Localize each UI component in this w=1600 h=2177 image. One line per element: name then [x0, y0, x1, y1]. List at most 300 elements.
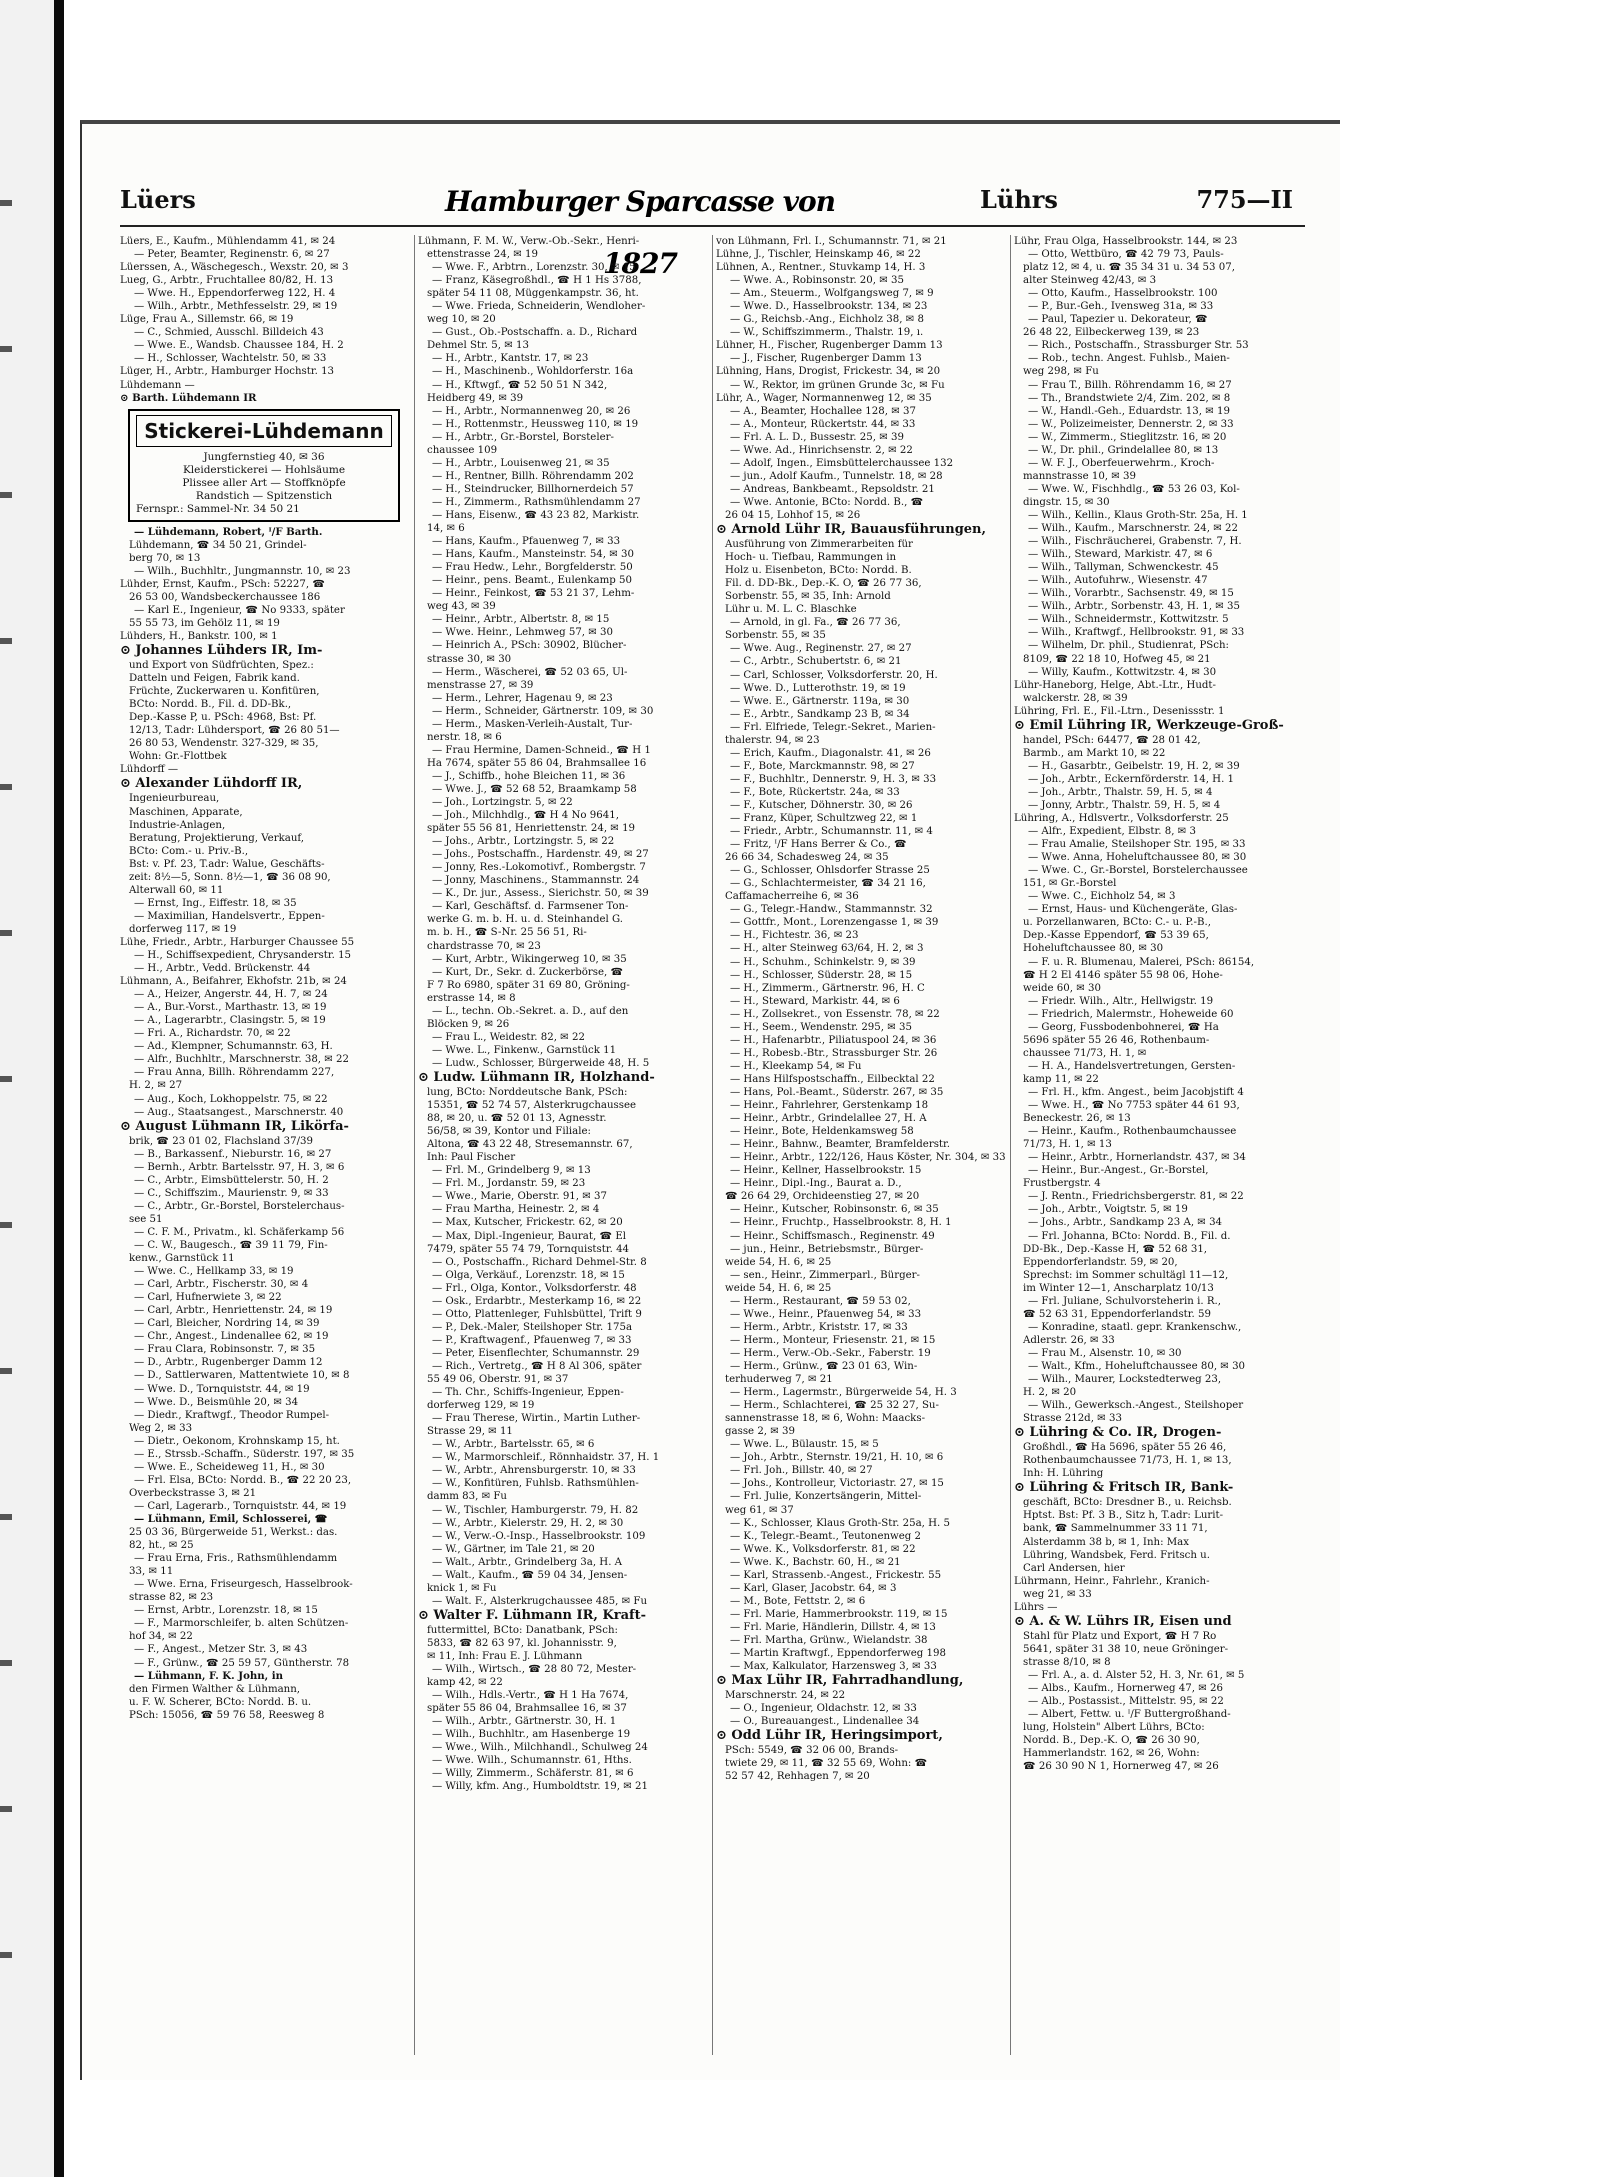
directory-entry: — O., Ingenieur, Oldachstr. 12, ✉ 33 — [730, 1703, 917, 1715]
column-divider — [1010, 235, 1011, 2055]
directory-entry: — Wwe. E., Wandsb. Chaussee 184, H. 2 — [134, 340, 344, 352]
directory-entry: Fil. d. DD-Bk., Dep.-K. O, ☎ 26 77 36, — [725, 578, 922, 590]
directory-entry: 12/13, T.adr: Lühdersport, ☎ 26 80 51— — [129, 725, 340, 737]
directory-entry: — Wilh., Vorarbtr., Sachsenstr. 49, ✉ 15 — [1028, 588, 1234, 600]
directory-entry: — Wwe. D., Beismühle 20, ✉ 34 — [134, 1396, 299, 1408]
directory-entry: Datteln und Feigen, Fabrik kand. — [129, 673, 300, 685]
directory-entry: ✉ 11, Inh: Frau E. J. Lühmann — [427, 1650, 583, 1662]
directory-entry: — Kurt, Dr., Sekr. d. Zuckerbörse, ☎ — [432, 966, 624, 978]
directory-entry: — Am., Steuerm., Wolfgangsweg 7, ✉ 9 — [730, 288, 934, 300]
directory-entry: — C. F. M., Privatm., kl. Schäferkamp 56 — [134, 1226, 345, 1238]
directory-entry: — Heinr., Arbtr., Hornerlandstr. 437, ✉ 34 — [1028, 1152, 1246, 1164]
directory-entry: — Wwe. F., Arbtrn., Lorenzstr. 30, ✉ 15 — [432, 262, 636, 274]
directory-entry: — Carl, Schlosser, Volksdorferstr. 20, H. — [730, 669, 938, 681]
directory-entry: — Alfr., Expedient, Elbstr. 8, ✉ 3 — [1028, 826, 1196, 838]
directory-entry: — Wwe. H., Eppendorferweg 122, H. 4 — [134, 288, 336, 300]
directory-entry: Lühring, A., Hdlsvertr., Volksdorferstr. 25 — [1014, 813, 1229, 825]
directory-entry: Lühdorff — — [120, 764, 179, 776]
directory-entry: — C., Schmied, Ausschl. Billdeich 43 — [134, 327, 324, 339]
directory-entry: — Wilh., Fischräucherei, Grabenstr. 7, H. — [1028, 536, 1242, 548]
directory-entry: ettenstrasse 24, ✉ 19 — [427, 249, 538, 261]
directory-entry: ⊙ A. & W. Lührs IR, Eisen und — [1014, 1613, 1232, 1629]
directory-entry: — H. A., Handelsvertretungen, Gersten- — [1028, 1060, 1236, 1072]
directory-entry: — W., Zimmerm., Stieglitzstr. 16, ✉ 20 — [1028, 431, 1227, 443]
directory-entry: — Walt., Kaufm., ☎ 59 04 34, Jensen- — [432, 1569, 628, 1581]
directory-entry: — Wwe. W., Fischhdlg., ☎ 53 26 03, Kol- — [1028, 483, 1240, 495]
directory-entry: — Wwe. A., Robinsonstr. 20, ✉ 35 — [730, 275, 904, 287]
directory-entry: — H., Arbtr., Gr.-Borstel, Borsteler- — [432, 431, 614, 443]
directory-entry: Alterwall 60, ✉ 11 — [129, 884, 224, 896]
directory-entry: F 7 Ro 6980, später 31 69 80, Gröning- — [427, 979, 630, 991]
directory-entry: — Heinr., Kaufm., Rothenbaumchaussee — [1028, 1126, 1237, 1138]
directory-entry: kamp 42, ✉ 22 — [427, 1677, 503, 1689]
directory-entry: — Hans Hilfspostschaffn., Eilbecktal 22 — [730, 1073, 935, 1085]
directory-entry: — H., Hafenarbtr., Piliatuspool 24, ✉ 36 — [730, 1034, 937, 1046]
directory-entry: — Wwe., Heinr., Pfauenweg 54, ✉ 33 — [730, 1308, 922, 1320]
directory-entry: — K., Dr. jur., Assess., Sierichstr. 50, ✉ 39 — [432, 888, 649, 900]
directory-entry: 5696 später 55 26 46, Rothenbaum- — [1023, 1034, 1210, 1046]
directory-entry: — Wwe. Antonie, BCto: Nordd. B., ☎ — [730, 496, 924, 508]
directory-entry: — W., Handl.-Geh., Eduardstr. 13, ✉ 19 — [1028, 405, 1230, 417]
directory-entry: ⊙ Arnold Lühr IR, Bauausführungen, — [716, 522, 987, 538]
directory-entry: — G., Telegr.-Handw., Stammannstr. 32 — [730, 904, 933, 916]
directory-entry: — O., Postschaffn., Richard Dehmel-Str. 8 — [432, 1256, 647, 1268]
directory-entry: — C. W., Baugesch., ☎ 39 11 79, Fin- — [134, 1240, 328, 1251]
directory-entry: — Joh., Arbtr., Eckernförderstr. 14, H. 1 — [1028, 773, 1235, 785]
directory-entry: — Wilh., Arbtr., Sorbenstr. 43, H. 1, ✉ 35 — [1028, 601, 1240, 613]
directory-entry: — Maximilian, Handelsvertr., Eppen- — [134, 910, 325, 922]
directory-entry: — Heinr., Arbtr., Albertstr. 8, ✉ 15 — [432, 614, 610, 626]
directory-entry: ⊙ Johannes Lühders IR, Im- — [120, 643, 323, 659]
directory-entry: — W., Polizeimeister, Dennerstr. 2, ✉ 33 — [1028, 418, 1234, 430]
directory-entry: — Wilh., Steward, Markistr. 47, ✉ 6 — [1028, 549, 1213, 561]
directory-entry: berg 70, ✉ 13 — [129, 552, 201, 564]
directory-entry: — H., Schlosser, Süderstr. 28, ✉ 15 — [730, 969, 913, 981]
directory-entry: — Jonny, Maschinens., Stammannstr. 24 — [432, 875, 640, 887]
directory-entry: platz 12, ✉ 4, u. ☎ 35 34 31 u. 34 53 07, — [1023, 262, 1235, 274]
directory-entry: — Lühmann, F. K. John, in — [134, 1669, 284, 1682]
directory-entry: Strasse 29, ✉ 11 — [427, 1426, 513, 1438]
directory-entry: Lühmann, A., Beifahrer, Ekhofstr. 21b, ✉ 24 — [120, 976, 347, 988]
directory-entry: — C., Arbtr., Gr.-Borstel, Borstelerchaus- — [134, 1200, 345, 1212]
directory-entry: alter Steinweg 42/43, ✉ 3 — [1023, 275, 1157, 287]
directory-entry: — Joh., Arbtr., Sternstr. 19/21, H. 10, ✉ 6 — [730, 1452, 944, 1464]
directory-entry: — Heinr., Arbtr., 122/126, Haus Köster, Nr. 304, ✉ 33 — [730, 1152, 1006, 1164]
directory-entry: — Georg, Fussbodenbohnerei, ☎ Ha — [1028, 1021, 1219, 1033]
directory-entry: — Max, Dipl.-Ingenieur, Baurat, ☎ El — [432, 1230, 627, 1242]
directory-entry: — Heinr., Bahnw., Beamter, Bramfelderstr. — [730, 1139, 951, 1151]
directory-entry: Lühders, H., Bankstr. 100, ✉ 1 — [120, 630, 278, 642]
directory-entry: 56/58, ✉ 39, Kontor und Filiale: — [427, 1126, 591, 1138]
directory-entry: Lühner, H., Fischer, Rugenberger Damm 13 — [716, 340, 943, 352]
advertisement-box — [128, 409, 400, 522]
directory-entry: — Wilh., Buchhltr., am Hasenberge 19 — [432, 1729, 631, 1741]
directory-entry: 14, ✉ 6 — [427, 523, 465, 535]
directory-entry: Früchte, Zuckerwaren u. Konfitüren, — [129, 686, 320, 698]
directory-entry: — G., Reichsb.-Ang., Eichholz 38, ✉ 8 — [730, 314, 924, 326]
directory-entry: — Frl. Marie, Hammerbrookstr. 119, ✉ 15 — [730, 1608, 948, 1620]
directory-entry: ⊙ Walter F. Lühmann IR, Kraft- — [418, 1607, 647, 1623]
directory-entry: — Heinr., Fahrlehrer, Gerstenkamp 18 — [730, 1100, 929, 1112]
directory-entry: — W., Dr. phil., Grindelallee 80, ✉ 13 — [1028, 444, 1219, 456]
directory-entry: — Wwe. C., Hellkamp 33, ✉ 19 — [134, 1266, 294, 1278]
directory-entry: — Ernst, Arbtr., Lorenzstr. 18, ✉ 15 — [134, 1605, 318, 1617]
directory-entry: Rothenbaumchaussee 71/73, H. 1, ✉ 13, — [1023, 1455, 1232, 1467]
directory-entry: — Herm., Lagermstr., Bürgerweide 54, H. 3 — [730, 1387, 957, 1399]
directory-entry: — Joh., Lortzingstr. 5, ✉ 22 — [432, 797, 573, 809]
directory-entry: werke G. m. b. H. u. d. Steinhandel G. — [427, 914, 624, 926]
directory-entry: — Fri. A., Richardstr. 70, ✉ 22 — [134, 1028, 291, 1040]
column-4-entries — [1014, 235, 1304, 1773]
directory-entry: Lüger, H., Arbtr., Hamburger Hochstr. 13 — [120, 366, 335, 378]
directory-entry: Alsterdamm 38 b, ✉ 1, Inh: Max — [1023, 1536, 1189, 1548]
directory-entry: Stahl für Platz und Export, ☎ H 7 Ro — [1023, 1630, 1217, 1642]
directory-entry: ⊙ Barth. Lühdemann IR — [120, 391, 257, 404]
directory-entry: — Wilh., Tallyman, Schwenckestr. 45 — [1028, 562, 1219, 574]
directory-entry: — Aug., Staatsangest., Marschnerstr. 40 — [134, 1106, 344, 1118]
directory-entry: 5833, ☎ 82 63 97, kl. Johannisstr. 9, — [427, 1637, 617, 1649]
directory-entry: Lueg, G., Arbtr., Fruchtallee 80/82, H. 13 — [120, 275, 334, 287]
directory-entry: Lühring, Wandsbek, Ferd. Fritsch u. — [1023, 1549, 1210, 1561]
directory-entry: Hptst. Bst: Pf. 3 B., Sitz h, T.adr: Lurit- — [1023, 1510, 1224, 1522]
directory-entry: — Herm., Restaurant, ☎ 59 53 02, — [730, 1295, 911, 1307]
directory-entry: weide 54, H. 6, ✉ 25 — [725, 1282, 832, 1294]
ad-phone: Fernspr.: Sammel-Nr. 34 50 21 — [136, 502, 300, 515]
directory-entry: — Wwe. L., Finkenw., Garnstück 11 — [432, 1044, 617, 1056]
directory-entry: Lühdemann, ☎ 34 50 21, Grindel- — [129, 539, 307, 551]
directory-entry: Caffamacherreihe 6, ✉ 36 — [725, 891, 859, 903]
column-divider — [414, 235, 415, 2055]
directory-entry: — P., Bur.-Geh., Ivensweg 31a, ✉ 33 — [1028, 301, 1214, 313]
directory-entry: — Friedr. Wilh., Altr., Hellwigstr. 19 — [1028, 995, 1214, 1007]
directory-entry: twiete 29, ✉ 11, ☎ 32 55 69, Wohn: ☎ — [725, 1758, 928, 1770]
directory-entry: — Hans, Pol.-Beamt., Süderstr. 267, ✉ 35 — [730, 1087, 944, 1098]
directory-entry: — Wwe. C., Eichholz 54, ✉ 3 — [1028, 891, 1176, 903]
directory-entry: ☎ 26 64 29, Orchideenstieg 27, ✉ 20 — [725, 1191, 920, 1203]
directory-entry: — Karl E., Ingenieur, ☎ No 9333, später — [134, 604, 345, 616]
directory-entry: — Wwe. Wilh., Schumannstr. 61, Hths. — [432, 1755, 632, 1767]
directory-entry: 82, ht., ✉ 25 — [129, 1540, 194, 1552]
directory-entry: — Frau Therese, Wirtin., Martin Luther- — [432, 1413, 641, 1425]
directory-entry: ⊙ August Lühmann IR, Likörfa- — [120, 1118, 349, 1134]
column-divider — [712, 235, 713, 2055]
directory-entry: — Ernst, Ing., Eiffestr. 18, ✉ 35 — [134, 897, 297, 909]
column-2-entries — [418, 235, 708, 1793]
directory-entry: — J. Rentn., Friedrichsbergerstr. 81, ✉ 22 — [1028, 1191, 1244, 1203]
directory-entry: — C., Arbtr., Eimsbüttelerstr. 50, H. 2 — [134, 1174, 329, 1186]
directory-entry: — F., Bote, Marckmannstr. 98, ✉ 27 — [730, 760, 915, 772]
directory-entry: Lühmann, F. M. W., Verw.-Ob.-Sekr., Henri- — [418, 236, 640, 247]
directory-entry: — H., Kftwgf., ☎ 52 50 51 N 342, — [432, 379, 608, 391]
header-rule — [120, 225, 1305, 227]
directory-entry: später 55 56 81, Henriettenstr. 24, ✉ 19 — [427, 823, 636, 835]
directory-entry: terhuderweg 7, ✉ 21 — [725, 1374, 833, 1386]
directory-entry: — Carl, Lagerarb., Tornquiststr. 44, ✉ 19 — [134, 1500, 347, 1512]
directory-entry: 26 80 53, Wendenstr. 327-329, ✉ 35, — [129, 738, 319, 750]
directory-entry: — Heinr., pens. Beamt., Eulenkamp 50 — [432, 575, 632, 587]
directory-entry: BCto: Nordd. B., Fil. d. DD-Bk., — [129, 699, 292, 711]
directory-entry: 26 04 15, Lohhof 15, ✉ 26 — [725, 509, 861, 521]
directory-entry: 25 03 36, Bürgerweide 51, Werkst.: das. — [129, 1527, 338, 1539]
directory-entry: Eppendorferlandstr. 59, ✉ 20, — [1023, 1256, 1178, 1268]
directory-entry: erstrasse 14, ✉ 8 — [427, 992, 516, 1004]
directory-entry: Lühnen, A., Rentner., Stuvkamp 14, H. 3 — [716, 262, 926, 274]
directory-entry: 151, ✉ Gr.-Borstel — [1023, 878, 1117, 890]
directory-entry: Holz u. Eisenbeton, BCto: Nordd. B. — [725, 565, 912, 577]
directory-entry: — H., Schiffsexpedient, Chrysanderstr. 15 — [134, 950, 352, 962]
directory-entry: — Wwe. D., Tornquiststr. 44, ✉ 19 — [134, 1383, 310, 1395]
directory-entry: strasse 82, ✉ 23 — [129, 1592, 214, 1604]
directory-entry: weide 54, H. 6, ✉ 25 — [725, 1256, 832, 1268]
directory-entry: — H., alter Steinweg 63/64, H. 2, ✉ 3 — [730, 943, 924, 955]
directory-entry: kamp 11, ✉ 22 — [1023, 1073, 1099, 1085]
directory-entry: — jun., Adolf Kaufm., Tunnelstr. 18, ✉ 28 — [730, 470, 943, 482]
directory-entry: — Herm., Schlachterei, ☎ 25 32 27, Su- — [730, 1400, 939, 1412]
directory-entry: — Wwe. Anna, Hoheluftchaussee 80, ✉ 30 — [1028, 852, 1247, 864]
directory-entry: Blöcken 9, ✉ 26 — [427, 1018, 510, 1030]
directory-entry: PSch: 15056, ☎ 59 76 58, Reesweg 8 — [129, 1709, 325, 1721]
directory-entry: — Carl, Arbtr., Fischerstr. 30, ✉ 4 — [134, 1279, 309, 1291]
directory-entry: — J., Schiffb., hohe Bleichen 11, ✉ 36 — [432, 770, 626, 782]
directory-entry: — Wilh., Schneidermstr., Kottwitzstr. 5 — [1028, 614, 1229, 626]
directory-entry: — Adolf, Ingen., Eimsbüttelerchaussee 132 — [730, 457, 954, 469]
directory-entry: 71/73, H. 1, ✉ 13 — [1023, 1139, 1112, 1151]
directory-entry: — Friedrich, Malermstr., Hoheweide 60 — [1028, 1008, 1234, 1020]
directory-entry: Lühe, Friedr., Arbtr., Harburger Chaussee 55 — [120, 936, 355, 948]
directory-entry: — Wilh., Autofuhrw., Wiesenstr. 47 — [1028, 575, 1208, 587]
directory-entry: Maschinen, Apparate, — [129, 806, 243, 818]
directory-entry: — Fritz, ᴵ/F Hans Berrer & Co., ☎ — [730, 839, 907, 851]
directory-entry: — Hans, Kaufm., Mansteinstr. 54, ✉ 30 — [432, 549, 635, 561]
directory-entry: — Wwe. K., Volksdorferstr. 81, ✉ 22 — [730, 1543, 916, 1555]
directory-entry: — L., techn. Ob.-Sekret. a. D., auf den — [432, 1005, 629, 1017]
directory-entry: — Herm., Masken-Verleih-Austalt, Tur- — [432, 718, 633, 730]
directory-entry: — Otto, Wettbüro, ☎ 42 79 73, Pauls- — [1028, 249, 1224, 261]
ad-line: Jungfernstieg 40, ✉ 36 — [203, 450, 325, 463]
directory-entry: — Martin Kraftwgf., Eppendorferweg 198 — [730, 1648, 946, 1660]
directory-entry: — Carl, Bleicher, Nordring 14, ✉ 39 — [134, 1318, 320, 1330]
directory-entry: — Herm., Monteur, Friesenstr. 21, ✉ 15 — [730, 1334, 936, 1346]
directory-entry: Lührs — — [1014, 1601, 1058, 1613]
directory-entry: Industrie-Anlagen, — [129, 819, 226, 831]
directory-entry: m. b. H., ☎ S-Nr. 25 56 51, Ri- — [427, 927, 587, 939]
directory-entry: — Herm., Schneider, Gärtnerstr. 109, ✉ 30 — [432, 705, 654, 717]
directory-entry: — Andreas, Bankbeamt., Repsoldstr. 21 — [730, 483, 935, 495]
directory-entry: 26 48 22, Eilbeckerweg 139, ✉ 23 — [1023, 327, 1200, 339]
directory-entry: — Max, Kutscher, Frickestr. 62, ✉ 20 — [432, 1217, 623, 1229]
directory-entry: — Karl, Strassenb.-Angest., Frickestr. 55 — [730, 1569, 942, 1581]
directory-entry: ⊙ Alexander Lühdorff IR, — [120, 776, 303, 792]
directory-entry: — Alfr., Buchhltr., Marschnerstr. 38, ✉ 22 — [134, 1054, 350, 1066]
directory-entry: — Karl, Geschäftsf. d. Farmsener Ton- — [432, 901, 629, 913]
directory-entry: später 54 11 08, Müggenkampstr. 36, ht. — [427, 288, 639, 300]
directory-entry: — Frau M., Alsenstr. 10, ✉ 30 — [1028, 1347, 1182, 1359]
directory-entry: — F. u. R. Blumenau, Malerei, PSch: 86154, — [1028, 956, 1255, 968]
directory-entry: — H., Zollsekret., von Essenstr. 78, ✉ 22 — [730, 1008, 940, 1020]
directory-entry: — Herm., Wäscherei, ☎ 52 03 65, Ul- — [432, 666, 628, 678]
directory-entry: Dehmel Str. 5, ✉ 13 — [427, 340, 529, 352]
directory-entry: — Herm., Verw.-Ob.-Sekr., Faberstr. 19 — [730, 1347, 931, 1359]
binding-strip — [54, 0, 64, 2177]
directory-entry: — Heinr., Schiffsmasch., Reginenstr. 49 — [730, 1230, 935, 1242]
directory-entry: — Kurt, Arbtr., Wikingerweg 10, ✉ 35 — [432, 953, 627, 965]
directory-entry: — Frl. A. L. D., Bussestr. 25, ✉ 39 — [730, 431, 904, 443]
directory-entry: Lühr-Haneborg, Helge, Abt.-Ltr., Hudt- — [1014, 679, 1216, 691]
directory-entry: — Frau Amalie, Steilshoper Str. 195, ✉ 33 — [1028, 839, 1246, 851]
directory-entry: dorferweg 117, ✉ 19 — [129, 923, 237, 935]
directory-entry: — Wwe. E., Gärtnerstr. 119a, ✉ 30 — [730, 695, 910, 707]
directory-entry: — Joh., Milchhdlg., ☎ H 4 No 9641, — [432, 810, 619, 822]
directory-entry: Hoch- u. Tiefbau, Rammungen in — [725, 552, 897, 564]
directory-entry: — W., Arbtr., Kielerstr. 29, H. 2, ✉ 30 — [432, 1517, 624, 1529]
directory-entry: — Frl., Olga, Kontor., Volksdorferstr. 48 — [432, 1282, 637, 1294]
directory-entry: — sen., Heinr., Zimmerparl., Bürger- — [730, 1269, 920, 1281]
directory-entry: BCto: Com.- u. Priv.-B., — [129, 845, 249, 857]
directory-entry: weg 21, ✉ 33 — [1023, 1588, 1092, 1600]
directory-entry: 55 55 73, im Gehölz 11, ✉ 19 — [129, 617, 280, 629]
directory-entry: — M., Bote, Fettstr. 2, ✉ 6 — [730, 1595, 866, 1607]
directory-entry: Dep.-Kasse P, u. PSch: 4968, Bst: Pf. — [129, 712, 317, 724]
directory-entry: — Johs., Arbtr., Sandkamp 23 A, ✉ 34 — [1028, 1217, 1223, 1229]
directory-entry: — Ludw., Schlosser, Bürgerweide 48, H. 5 — [432, 1057, 650, 1069]
directory-entry: — Albert, Fettw. u. ᴵ/F Buttergroßhand- — [1028, 1709, 1231, 1721]
directory-entry: — H., Arbtr., Normannenweg 20, ✉ 26 — [432, 405, 631, 417]
directory-entry: 7479, später 55 74 79, Tornquiststr. 44 — [427, 1243, 630, 1255]
directory-entry: — Frl. Julie, Konzertsängerin, Mittel- — [730, 1491, 922, 1503]
directory-entry: — Wwe. Heinr., Lehmweg 57, ✉ 30 — [432, 627, 614, 639]
directory-entry: — Wwe. D., Hasselbrookstr. 134, ✉ 23 — [730, 301, 928, 313]
directory-entry: — H., Rentner, Billh. Röhrendamm 202 — [432, 470, 634, 482]
directory-entry: Lühdemann — — [120, 379, 195, 391]
column-3 — [716, 235, 1006, 2055]
directory-entry: — Wwe. Erna, Friseurgesch, Hasselbrook- — [134, 1579, 353, 1591]
directory-entry: damm 83, ✉ Fu — [427, 1491, 507, 1503]
directory-entry: von Lühmann, Frl. I., Schumannstr. 71, ✉ 21 — [716, 236, 947, 247]
directory-entry: Strasse 212d, ✉ 33 — [1023, 1413, 1122, 1425]
directory-entry: — F., Angest., Metzer Str. 3, ✉ 43 — [134, 1644, 308, 1656]
directory-entry: — A., Monteur, Rückertstr. 44, ✉ 33 — [730, 418, 916, 430]
header-right-keyword: Lührs — [980, 185, 1058, 214]
ad-line: Kleiderstickerei — Hohlsäume — [182, 463, 346, 476]
directory-entry: — Otto, Kaufm., Hasselbrookstr. 100 — [1028, 288, 1218, 300]
directory-entry: Carl Andersen, hier — [1023, 1562, 1125, 1574]
directory-entry: — W., Tischler, Hamburgerstr. 79, H. 82 — [432, 1504, 639, 1516]
column-1 — [120, 235, 410, 2055]
directory-entry: — Frl. H., kfm. Angest., beim Jacobjstift 4 — [1028, 1087, 1244, 1098]
directory-entry: — Jonny, Arbtr., Thalstr. 59, H. 5, ✉ 4 — [1028, 799, 1221, 811]
directory-entry: — Bernh., Arbtr. Bartelsstr. 97, H. 3, ✉ 6 — [134, 1161, 345, 1173]
directory-entry: weg 10, ✉ 20 — [427, 314, 496, 326]
directory-entry: — B., Barkassenf., Nieburstr. 16, ✉ 27 — [134, 1148, 332, 1160]
directory-entry: — Ernst, Haus- und Küchengeräte, Glas- — [1028, 904, 1238, 916]
directory-entry: knick 1, ✉ Fu — [427, 1582, 497, 1594]
directory-entry: — W., Schiffszimmerm., Thalstr. 19, ı. — [730, 327, 924, 339]
directory-entry: Barmb., am Markt 10, ✉ 22 — [1023, 747, 1166, 759]
directory-entry: u. F. W. Scherer, BCto: Nordd. B. u. — [129, 1696, 312, 1708]
directory-entry: — Wilh., Gewerksch.-Angest., Steilshoper — [1028, 1400, 1244, 1412]
directory-entry: — Lühmann, Emil, Schlosserei, ☎ — [134, 1512, 328, 1525]
directory-entry: Lühne, J., Tischler, Heinskamp 46, ✉ 22 — [716, 249, 921, 261]
directory-entry: Lüerssen, A., Wäschegesch., Wexstr. 20, ✉ 3 — [120, 262, 349, 274]
directory-entry: ⊙ Odd Lühr IR, Heringsimport, — [716, 1728, 943, 1744]
directory-entry: — O., Bureauangest., Lindenallee 34 — [730, 1716, 920, 1728]
directory-entry: — Heinr., Arbtr., Grindelallee 27, H. A — [730, 1113, 927, 1125]
directory-entry: — Gottfr., Mont., Lorenzengasse 1, ✉ 39 — [730, 917, 939, 929]
directory-entry: Wohn: Gr.-Flottbek — [129, 751, 227, 763]
directory-entry: und Export von Südfrüchten, Spez.: — [129, 660, 314, 672]
directory-entry: — Wwe. D., Lutterothstr. 19, ✉ 19 — [730, 682, 906, 694]
directory-entry: — Frl. M., Grindelberg 9, ✉ 13 — [432, 1165, 591, 1177]
directory-entry: — Joh., Arbtr., Thalstr. 59, H. 5, ✉ 4 — [1028, 786, 1213, 798]
directory-entry: — Frl. Marie, Händlerin, Dillstr. 4, ✉ 13 — [730, 1621, 936, 1633]
directory-columns — [120, 235, 1305, 2060]
directory-entry: — Rich., Postschaffn., Strassburger Str. 53 — [1028, 340, 1249, 352]
directory-entry: — F., Kutscher, Döhnerstr. 30, ✉ 26 — [730, 799, 913, 811]
directory-entry: — Heinrich A., PSch: 30902, Blücher- — [432, 640, 627, 652]
directory-entry: zeit: 8½—5, Sonn. 8½—1, ☎ 36 08 90, — [129, 871, 331, 883]
directory-entry: — Herm., Grünw., ☎ 23 01 63, Win- — [730, 1360, 918, 1372]
directory-entry: — Diedr., Kraftwgf., Theodor Rumpel- — [134, 1409, 330, 1421]
directory-entry: Sorbenstr. 55, ✉ 35, Inh: Arnold — [725, 591, 891, 603]
directory-entry: den Firmen Walther & Lühmann, — [129, 1683, 301, 1695]
directory-entry: — Frau Erna, Fris., Rathsmühlendamm — [134, 1553, 338, 1565]
header-left-keyword: Lüers — [120, 185, 196, 214]
directory-entry: lung, Holstein" Albert Lührs, BCto: — [1023, 1722, 1205, 1734]
directory-entry: 15351, ☎ 52 74 57, Alsterkrugchaussee — [427, 1100, 637, 1112]
directory-entry: — Frau Anna, Billh. Röhrendamm 227, — [134, 1067, 335, 1079]
directory-entry: ⊙ Emil Lühring IR, Werkzeuge-Groß- — [1014, 717, 1284, 733]
directory-entry: — Wilh., Arbtr., Gärtnerstr. 30, H. 1 — [432, 1716, 617, 1728]
directory-entry: — H., Maschinenb., Wohldorferstr. 16a — [432, 366, 634, 378]
directory-entry: im Winter 12—1, Anscharplatz 10/13 — [1023, 1282, 1214, 1294]
directory-entry: — Friedr., Arbtr., Schumannstr. 11, ✉ 4 — [730, 826, 933, 838]
directory-entry: Adlerstr. 26, ✉ 33 — [1023, 1334, 1115, 1346]
directory-entry: — Wilhelm, Dr. phil., Studienrat, PSch: — [1028, 640, 1229, 652]
directory-entry: — W., Gärtner, im Tale 21, ✉ 20 — [432, 1543, 595, 1555]
directory-entry: Weg 2, ✉ 33 — [129, 1422, 193, 1434]
directory-entry: — Peter, Beamter, Reginenstr. 6, ✉ 27 — [134, 249, 330, 261]
directory-entry: — Wilh., Wirtsch., ☎ 28 80 72, Mester- — [432, 1664, 637, 1676]
directory-entry: — W., Arbtr., Bartelsstr. 65, ✉ 6 — [432, 1439, 595, 1451]
directory-entry: — F., Buchhltr., Dennerstr. 9, H. 3, ✉ 33 — [730, 773, 937, 785]
directory-entry: — C., Schiffszim., Maurienstr. 9, ✉ 33 — [134, 1187, 329, 1199]
directory-entry: Dep.-Kasse Eppendorf, ☎ 53 39 65, — [1023, 930, 1209, 942]
directory-entry: — Willy, Kaufm., Kottwitzstr. 4, ✉ 30 — [1028, 666, 1217, 678]
directory-entry: strasse 8/10, ✉ 8 — [1023, 1656, 1111, 1668]
directory-entry: — Wwe. Aug., Reginenstr. 27, ✉ 27 — [730, 643, 912, 655]
directory-entry: weg 298, ✉ Fu — [1023, 366, 1099, 378]
page-number: 775—II — [1196, 185, 1293, 214]
directory-entry: — K., Schlosser, Klaus Groth-Str. 25a, H. 5 — [730, 1517, 950, 1529]
directory-entry: — Wilh., Hdls.-Vertr., ☎ H 1 Ha 7674, — [432, 1690, 629, 1702]
directory-entry: — C., Arbtr., Schubertstr. 6, ✉ 21 — [730, 656, 902, 668]
directory-entry: nerstr. 18, ✉ 6 — [427, 731, 502, 743]
directory-entry: ⊙ Ludw. Lühmann IR, Holzhand- — [418, 1070, 655, 1085]
directory-entry: chaussee 71/73, H. 1, ✉ — [1023, 1047, 1147, 1059]
directory-entry: 52 57 42, Rehhagen 7, ✉ 20 — [725, 1771, 870, 1783]
directory-entry: — Frl. Martha, Grünw., Wielandstr. 38 — [730, 1634, 928, 1646]
directory-entry: — K., Telegr.-Beamt., Teutonenweg 2 — [730, 1530, 922, 1542]
directory-entry: — W. F. J., Oberfeuerwehrm., Kroch- — [1028, 457, 1215, 469]
directory-entry: — Frl. Juliane, Schulvorsteherin i. R., — [1028, 1295, 1221, 1307]
directory-entry: — jun., Heinr., Betriebsmstr., Bürger- — [730, 1243, 924, 1255]
directory-entry: — Wilh., Kaufm., Marschnerstr. 24, ✉ 22 — [1028, 523, 1238, 535]
directory-entry: — H., Steindrucker, Billhornerdeich 57 — [432, 483, 634, 495]
directory-entry: weg 61, ✉ 37 — [725, 1504, 794, 1516]
directory-entry: dingstr. 15, ✉ 30 — [1023, 496, 1110, 508]
directory-entry: — Walt., Arbtr., Grindelberg 3a, H. A — [432, 1556, 623, 1568]
directory-entry: — H., Fichtestr. 36, ✉ 23 — [730, 930, 859, 942]
